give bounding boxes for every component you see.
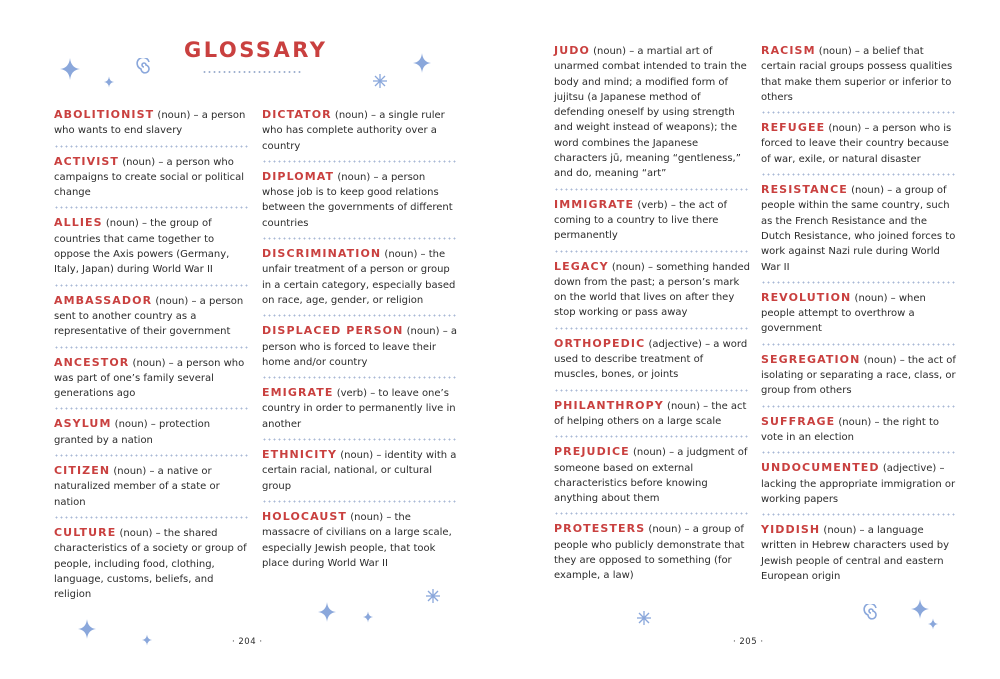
definition: – the shared characteristics of a society or group of people, including food, clothing, language, customs, beliefs, and religion <box>54 527 247 601</box>
part-of-speech: (noun) <box>334 171 374 183</box>
definition: – the act of isolating or separating a race, class, or group from others <box>761 354 956 397</box>
glossary-entry <box>262 447 458 500</box>
definition: – a martial art of unarmed combat intended to train the body and mind; a modified form of jujitsu (a Japanese method of defending oneself by using strength and weight instead of weapons); the word combines the Japanese characters jū, meaning “gentleness,” and do, meaning “art” <box>554 46 747 180</box>
glossary-entry <box>54 525 250 608</box>
glossary-term: ETHNICITY <box>262 448 338 462</box>
glossary-entry <box>554 336 750 389</box>
glossary-term: PHILANTHROPY <box>554 398 664 412</box>
part-of-speech: (noun) <box>860 354 900 366</box>
glossary-term: RESISTANCE <box>761 183 848 197</box>
glossary-term: RACISM <box>761 44 816 57</box>
definition: – a person who is forced to leave their home and/or country <box>262 326 458 368</box>
glossary-term: JUDO <box>554 44 590 57</box>
glossary-term: LEGACY <box>554 259 609 273</box>
part-of-speech: (noun) <box>111 419 151 431</box>
glossary-term: AMBASSADOR <box>54 293 153 307</box>
definition: – a word used to describe treatment of muscles, bones, or joints <box>554 338 748 381</box>
part-of-speech: (adjective) <box>645 338 706 350</box>
glossary-entry <box>761 414 957 452</box>
glossary-entry <box>54 215 250 283</box>
glossary-term: PREJUDICE <box>554 445 630 459</box>
part-of-speech: (verb) <box>634 199 671 211</box>
glossary-term: ALLIES <box>54 216 103 230</box>
sparkle-icon <box>60 58 80 80</box>
glossary-entry <box>54 293 250 346</box>
part-of-speech: (noun) <box>337 450 377 462</box>
part-of-speech: (noun) <box>835 416 875 428</box>
part-of-speech: (noun) <box>608 261 649 273</box>
definition: – a person who campaigns to create social or political change <box>54 156 245 199</box>
glossary-entry <box>554 259 750 327</box>
glossary-entry <box>761 522 957 590</box>
definition: – a group of people within the same country, such as the French Resistance and the Dutch Resistance, who joined forces to work against Nazi rule during World War II <box>761 185 956 273</box>
part-of-speech: (noun) <box>119 156 159 168</box>
dotted-divider <box>262 160 458 163</box>
part-of-speech: (noun) <box>116 527 156 539</box>
part-of-speech: (noun) <box>820 525 860 537</box>
glossary-entry <box>761 120 957 173</box>
page-number-right: · 205 · <box>733 637 764 647</box>
glossary-entry <box>262 385 458 438</box>
dotted-divider <box>761 451 957 454</box>
part-of-speech: (noun) <box>825 123 865 135</box>
glossary-entry <box>262 169 458 237</box>
part-of-speech: (noun) <box>381 249 421 261</box>
dotted-divider <box>54 206 250 209</box>
swirl-icon <box>135 58 153 76</box>
glossary-term: CITIZEN <box>54 464 111 478</box>
glossary-entry <box>761 182 957 281</box>
definition: – the act of coming to a country to live there permanently <box>554 199 727 242</box>
part-of-speech: (noun) <box>152 295 192 307</box>
dotted-divider <box>761 513 957 516</box>
dotted-divider <box>262 438 458 441</box>
definition: – a belief that certain racial groups possess qualities that make them superior or inferior to others <box>761 46 953 103</box>
right-page <box>500 0 1000 679</box>
glossary-term: YIDDISH <box>761 523 821 537</box>
dotted-divider <box>262 500 458 503</box>
glossary-entry <box>54 463 250 516</box>
glossary-entry <box>554 521 750 589</box>
asterisk-icon <box>637 611 651 625</box>
glossary-column-2 <box>262 107 458 577</box>
glossary-entry <box>54 355 250 408</box>
part-of-speech: (noun) <box>110 466 150 478</box>
part-of-speech: (noun) <box>663 400 704 412</box>
glossary-entry <box>262 509 458 577</box>
glossary-entry <box>554 197 750 250</box>
sparkle-icon <box>78 618 96 640</box>
glossary-entry <box>262 246 458 314</box>
part-of-speech: (verb) <box>333 388 371 400</box>
definition: – the group of countries that came together to oppose the Axis powers (Germany, Italy, Japan) during World War II <box>54 218 230 276</box>
dotted-divider <box>554 327 750 330</box>
glossary-term: ACTIVIST <box>54 154 120 168</box>
glossary-term: IMMIGRATE <box>554 197 635 211</box>
dotted-divider <box>54 407 250 410</box>
sparkle-icon <box>413 52 431 74</box>
dotted-divider <box>554 389 750 392</box>
dotted-divider <box>554 512 750 515</box>
glossary-term: DIPLOMAT <box>262 169 335 183</box>
glossary-entry <box>554 43 750 188</box>
glossary-term: REVOLUTION <box>761 290 852 304</box>
definition: – a person sent to another country as a representative of their government <box>54 295 244 338</box>
dotted-divider <box>761 281 957 284</box>
glossary-term: DICTATOR <box>262 108 332 121</box>
definition: – the massacre of civilians on a large scale, especially Jewish people, that took place during World War II <box>262 511 452 569</box>
dotted-divider <box>554 188 750 191</box>
glossary-term: ABOLITIONIST <box>54 108 155 121</box>
glossary-column-4 <box>761 43 957 590</box>
definition: – a person whose job is to keep good relations between the governments of different countries <box>262 171 453 229</box>
glossary-term: EMIGRATE <box>262 386 334 400</box>
dotted-divider <box>54 346 250 349</box>
part-of-speech: (noun) <box>331 110 372 121</box>
glossary-entry <box>554 444 750 512</box>
dotted-divider <box>262 314 458 317</box>
glossary-entry <box>554 398 750 436</box>
definition: – a person who is forced to leave their country because of war, exile, or natural disaster <box>761 123 952 165</box>
asterisk-icon <box>373 74 387 88</box>
sparkle-icon <box>928 618 938 630</box>
dotted-divider <box>54 516 250 519</box>
sparkle-icon <box>318 601 336 623</box>
glossary-entry <box>54 416 250 454</box>
dotted-divider <box>262 376 458 379</box>
definition: – when people attempt to overthrow a government <box>761 292 926 335</box>
swirl-icon <box>862 604 880 622</box>
definition: – a language written in Hebrew characters used by Jewish people of central and eastern European origin <box>761 525 950 583</box>
sparkle-icon <box>104 76 114 88</box>
part-of-speech: (noun) <box>847 185 888 197</box>
dotted-divider <box>761 405 957 408</box>
glossary-term: SUFFRAGE <box>761 414 836 428</box>
title-dotted-rule <box>202 71 302 73</box>
part-of-speech: (noun) <box>154 110 194 121</box>
definition: – protection granted by a nation <box>54 419 211 446</box>
glossary-entry <box>761 43 957 111</box>
glossary-entry <box>262 323 458 376</box>
glossary-term: ASYLUM <box>54 417 112 431</box>
glossary-column-3 <box>554 43 750 590</box>
glossary-term: HOLOCAUST <box>262 509 348 523</box>
part-of-speech: (noun) <box>589 46 630 57</box>
glossary-term: UNDOCUMENTED <box>761 461 880 475</box>
definition: – a group of people who publicly demonstrate that they are opposed to something (for example, a law) <box>554 524 745 582</box>
dotted-divider <box>554 435 750 438</box>
dotted-divider <box>761 173 957 176</box>
page-number-left: · 204 · <box>232 637 263 647</box>
definition: – a person who was part of one’s family several generations ago <box>54 357 245 400</box>
definition: – lacking the appropriate immigration or working papers <box>761 463 956 505</box>
glossary-entry <box>262 107 458 160</box>
glossary-term: PROTESTERS <box>554 522 646 536</box>
glossary-column-1 <box>54 107 250 608</box>
glossary-title: GLOSSARY <box>184 38 328 62</box>
part-of-speech: (noun) <box>102 218 142 230</box>
definition: – to leave one’s country in order to permanently live in another <box>262 388 456 430</box>
dotted-divider <box>761 111 957 114</box>
glossary-entry <box>761 290 957 343</box>
sparkle-icon <box>363 611 373 623</box>
glossary-term: CULTURE <box>54 525 117 539</box>
dotted-divider <box>54 284 250 287</box>
definition: – a single ruler who has complete authority over a country <box>262 110 445 152</box>
glossary-term: DISPLACED PERSON <box>262 324 404 338</box>
dotted-divider <box>554 250 750 253</box>
dotted-divider <box>54 145 250 148</box>
asterisk-icon <box>426 589 440 603</box>
glossary-term: SEGREGATION <box>761 352 861 366</box>
part-of-speech: (noun) <box>815 46 855 57</box>
glossary-entry <box>761 352 957 405</box>
glossary-entry <box>761 460 957 513</box>
definition: – a native or naturalized member of a state or nation <box>54 466 220 508</box>
part-of-speech: (adjective) <box>879 463 940 475</box>
definition: – the right to vote in an election <box>761 416 939 443</box>
sparkle-icon <box>911 598 929 620</box>
glossary-term: ANCESTOR <box>54 355 130 369</box>
glossary-entry <box>54 154 250 207</box>
glossary-term: DISCRIMINATION <box>262 247 382 261</box>
part-of-speech: (noun) <box>851 292 891 304</box>
sparkle-icon <box>142 634 152 646</box>
part-of-speech: (noun) <box>347 511 387 523</box>
dotted-divider <box>54 454 250 457</box>
dotted-divider <box>262 237 458 240</box>
definition: – a person who wants to end slavery <box>54 110 246 137</box>
part-of-speech: (noun) <box>129 357 169 369</box>
definition: – the act of helping others on a large scale <box>554 400 747 427</box>
definition: – a judgment of someone based on external characteristics before knowing anything about them <box>554 447 748 505</box>
glossary-entry <box>54 107 250 145</box>
definition: – identity with a certain racial, national, or cultural group <box>262 450 457 492</box>
part-of-speech: (noun) <box>629 447 670 459</box>
definition: – the unfair treatment of a person or group in a certain category, especially based on race, age, gender, or religion <box>262 249 456 306</box>
dotted-divider <box>761 343 957 346</box>
glossary-term: REFUGEE <box>761 121 826 135</box>
definition: – something handed down from the past; a person’s mark on the world that lives on after they stop working or pass away <box>554 261 750 319</box>
part-of-speech: (noun) <box>403 326 443 338</box>
part-of-speech: (noun) <box>645 524 685 536</box>
glossary-term: ORTHOPEDIC <box>554 336 646 350</box>
